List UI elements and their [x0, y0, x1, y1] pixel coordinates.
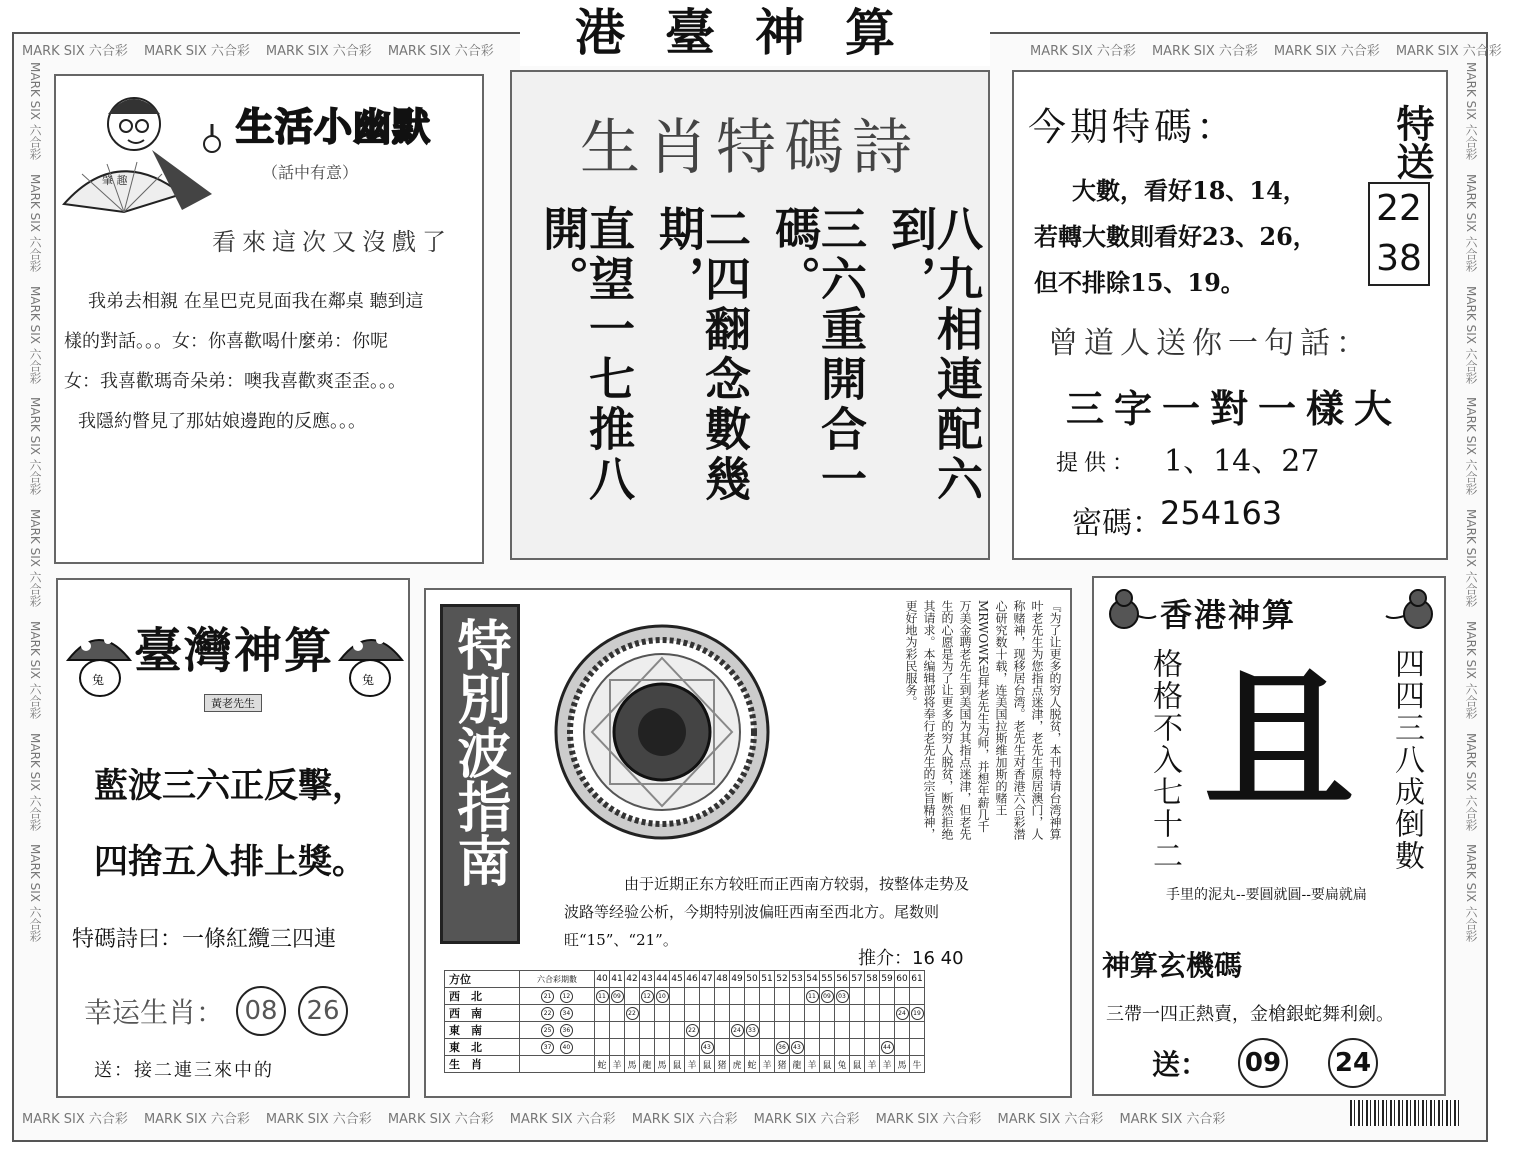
table-period: 49	[730, 971, 745, 988]
table-period: 55	[820, 971, 835, 988]
table-cell	[910, 988, 925, 1005]
table-cell	[805, 1022, 820, 1039]
table-cell	[595, 1039, 610, 1056]
bottom-border: MARK SIX 六合彩 MARK SIX 六合彩 MARK SIX 六合彩 MARK SIX 六合彩 MARK SIX 六合彩 MARK SIX 六合彩 MARK SIX 六合彩 MARK SIX 六合彩 MARK SIX 六合彩 MARK SIX 六合彩	[22, 1112, 1226, 1127]
table-row	[445, 988, 925, 1005]
poem-title: 生肖特碼詩	[580, 113, 920, 183]
table-cell: 09	[610, 988, 625, 1005]
table-period: 57	[850, 971, 865, 988]
table-row-dir: 生 肖	[445, 1056, 520, 1073]
table-cell	[820, 1039, 835, 1056]
table-cell: 36	[775, 1039, 790, 1056]
special-saying-label: 曾道人送你一句話：	[1048, 326, 1372, 361]
table-cell: 10	[655, 988, 670, 1005]
table-cell: 24	[730, 1022, 745, 1039]
table-cell	[850, 988, 865, 1005]
table-cell	[625, 988, 640, 1005]
table-cell	[595, 1022, 610, 1039]
taiwan-line-1: 藍波三六正反擊，	[94, 766, 366, 806]
table-cell	[865, 988, 880, 1005]
table-cell	[655, 1005, 670, 1022]
table-cell	[685, 1005, 700, 1022]
table-row-dir: 西 南	[445, 1005, 520, 1022]
table-row-nums: 21 12	[520, 988, 595, 1005]
table-cell: 43	[790, 1039, 805, 1056]
table-cell	[910, 1039, 925, 1056]
table-zodiac: 虎	[730, 1056, 745, 1073]
poem-column-4: 直望一七推八開。	[536, 205, 636, 505]
svg-text:兔: 兔	[92, 673, 105, 687]
right-border: MARK SIX 六合彩MARK SIX 六合彩MARK SIX 六合彩MARK SIX 六合彩MARK SIX 六合彩MARK SIX 六合彩MARK SIX 六合彩MARK SIX 六合彩	[1464, 62, 1478, 943]
humor-title: 生活小幽默	[236, 105, 432, 149]
poem-column-3: 二四翻念數幾期，	[652, 205, 752, 505]
taiwan-stamp: 黃老先生	[204, 694, 262, 712]
hk-left-vertical: 格格不入七十二	[1147, 648, 1182, 872]
table-period: 50	[745, 971, 760, 988]
table-zodiac: 龍	[790, 1056, 805, 1073]
table-cell	[625, 1022, 640, 1039]
table-cell	[745, 1005, 760, 1022]
table-cell	[610, 1039, 625, 1056]
table-cell	[700, 1022, 715, 1039]
table-cell	[835, 1005, 850, 1022]
table-zodiac: 羊	[805, 1056, 820, 1073]
hk-big-char: 且	[1204, 652, 1355, 828]
table-row-dir: 東 北	[445, 1039, 520, 1056]
table-zodiac: 猪	[715, 1056, 730, 1073]
table-zodiac: 牛	[910, 1056, 925, 1073]
taiwan-poem: 特碼詩曰：一條紅纜三四連	[72, 927, 337, 952]
svg-text:肇 趣: 肇 趣	[102, 174, 128, 187]
table-cell	[700, 988, 715, 1005]
table-cell	[640, 1039, 655, 1056]
hk-title: 香港神算	[1160, 596, 1297, 634]
table-cell	[835, 1039, 850, 1056]
table-cell: 12	[640, 988, 655, 1005]
special-code: 254163	[1160, 494, 1283, 532]
table-cell	[760, 1022, 775, 1039]
special-lines: 大數，看好18、14， 若轉大數則看好23、26， 但不排除15、19。	[1034, 176, 1317, 297]
hk-mystery-label: 神算玄機碼	[1102, 949, 1243, 982]
hk-send-ball-2: 24	[1328, 1038, 1378, 1088]
table-cell	[835, 1022, 850, 1039]
table-cell	[895, 1022, 910, 1039]
special-heading: 今期特碼：	[1028, 105, 1239, 149]
poem-columns	[536, 205, 984, 555]
poem-column-1: 八九相連配六到，	[884, 205, 984, 505]
table-zodiac: 鼠	[850, 1056, 865, 1073]
table-cell: 24	[895, 1005, 910, 1022]
table-cell	[820, 1005, 835, 1022]
table-zodiac: 鼠	[820, 1056, 835, 1073]
table-cell	[850, 1022, 865, 1039]
table-cell: 09	[820, 988, 835, 1005]
table-period: 54	[805, 971, 820, 988]
table-cell	[745, 988, 760, 1005]
table-period: 45	[670, 971, 685, 988]
table-period: 51	[760, 971, 775, 988]
table-cell	[880, 1022, 895, 1039]
table-cell: 44	[880, 1039, 895, 1056]
table-period: 60	[895, 971, 910, 988]
wave-analysis: 由于近期正东方较旺而正西南方较弱，按整体走势及 波路等经验公析，今期特别波偏旺西南至西北方。尾数则 旺“15”、“21”。	[564, 875, 970, 949]
table-cell	[790, 1005, 805, 1022]
poem-column-2: 三六重開合一碼。	[768, 205, 868, 505]
table-cell	[670, 1022, 685, 1039]
table-zodiac: 馬	[655, 1056, 670, 1073]
table-period: 42	[625, 971, 640, 988]
table-cell: 11	[805, 988, 820, 1005]
table-zodiac: 蛇	[595, 1056, 610, 1073]
table-zodiac: 羊	[865, 1056, 880, 1073]
table-cell	[655, 1039, 670, 1056]
table-cell	[640, 1022, 655, 1039]
table-cell	[805, 1005, 820, 1022]
compass-wheel	[552, 622, 772, 842]
table-cell	[625, 1039, 640, 1056]
table-row-nums: 37 40	[520, 1039, 595, 1056]
table-row	[445, 1022, 925, 1039]
table-zodiac: 馬	[895, 1056, 910, 1073]
table-cell	[715, 988, 730, 1005]
table-cell	[805, 1039, 820, 1056]
table-cell: 33	[745, 1022, 760, 1039]
table-cell	[655, 1022, 670, 1039]
gourd-icon-right	[1384, 586, 1440, 630]
lucky-ball-1: 08	[236, 986, 286, 1036]
hk-right-vertical: 四四三八成倒數	[1389, 648, 1424, 872]
wave-article: 『为了让更多的穷人脱贫，本刊特请台湾神算叶老先生为您指点迷津，老先生原居澳门，人称赌神，现移居台湾。老先生对香港六合彩潜心研究数十载，连美国拉斯维加斯的赌王MRWOWK也拜老先生为师，并想年薪几千万美金聘老先生到美国为其指点迷津，但老先生的心愿是为了让更多的穷人脱贫，断然拒绝其请求。本编辑部将奉行老先生的宗旨精神，更好地为彩民服务。	[904, 600, 1062, 840]
table-period: 46	[685, 971, 700, 988]
lucky-ball-2: 26	[298, 986, 348, 1036]
table-cell	[760, 1005, 775, 1022]
table-cell	[880, 1005, 895, 1022]
wave-title-banner	[440, 604, 520, 944]
table-cell	[850, 1005, 865, 1022]
table-row-nums: 22 34	[520, 1005, 595, 1022]
taiwan-title: 臺灣神算	[134, 623, 335, 679]
wave-recommend: 推介：16 40	[858, 948, 964, 969]
table-header-row	[445, 971, 925, 988]
table-cell	[685, 1039, 700, 1056]
gourd-icon-left	[1102, 586, 1158, 630]
table-row-dir: 西 北	[445, 988, 520, 1005]
table-zodiac: 鼠	[700, 1056, 715, 1073]
table-cell	[670, 1039, 685, 1056]
humor-body: 我弟去相親 在星巴克見面我在鄰桌 聽到這 樣的對話。。。女：你喜歡喝什麼弟：你呢 女：我喜歡瑪奇朵弟：噢我喜歡爽歪歪。。。 我隱約瞥見了那姑娘邊跑的反應。。。	[64, 291, 424, 432]
table-zodiac: 鼠	[670, 1056, 685, 1073]
mushroom-icon-left	[64, 620, 134, 700]
table-zodiac: 羊	[760, 1056, 775, 1073]
table-period: 47	[700, 971, 715, 988]
special-provide-label: 提供：	[1056, 451, 1141, 476]
table-cell	[790, 1022, 805, 1039]
table-cell: 22	[685, 1022, 700, 1039]
table-zodiac: 馬	[625, 1056, 640, 1073]
table-zodiac: 兔	[835, 1056, 850, 1073]
table-cell	[595, 1005, 610, 1022]
table-cell	[760, 988, 775, 1005]
table-cell	[670, 1005, 685, 1022]
table-cell	[670, 988, 685, 1005]
mushroom-icon-right	[336, 620, 406, 700]
table-cell	[610, 1005, 625, 1022]
special-send-label: 特送	[1390, 104, 1435, 180]
table-cell	[640, 1005, 655, 1022]
table-cell: 22	[625, 1005, 640, 1022]
hk-mystery-line: 三帶一四正熱賣，金槍銀蛇舞利劍。	[1106, 1004, 1394, 1025]
table-cell	[730, 988, 745, 1005]
table-cell	[730, 1039, 745, 1056]
table-period: 56	[835, 971, 850, 988]
table-row-nums: 25 36	[520, 1022, 595, 1039]
special-code-label: 密碼：	[1072, 506, 1162, 541]
taiwan-send: 送：接二連三來中的	[94, 1060, 274, 1081]
table-cell	[745, 1039, 760, 1056]
taiwan-lucky: 幸运生肖： 08 26	[84, 986, 348, 1036]
table-row	[445, 1039, 925, 1056]
table-cell	[895, 1039, 910, 1056]
table-period: 61	[910, 971, 925, 988]
taiwan-line-2: 四捨五入排上獎。	[94, 842, 366, 882]
table-cell: 43	[700, 1039, 715, 1056]
special-provide-numbers: 1、14、27	[1164, 444, 1320, 479]
table-period: 48	[715, 971, 730, 988]
table-cell	[895, 988, 910, 1005]
table-cell	[865, 1005, 880, 1022]
hk-caption: 手里的泥丸--要圓就圓--要扁就扁	[1166, 887, 1367, 903]
table-period: 59	[880, 971, 895, 988]
table-cell	[880, 988, 895, 1005]
table-period: 43	[640, 971, 655, 988]
table-cell	[790, 988, 805, 1005]
table-cell	[775, 1005, 790, 1022]
table-period: 52	[775, 971, 790, 988]
humor-subtitle: （話中有意）	[262, 163, 359, 182]
table-cell	[610, 1022, 625, 1039]
table-period: 41	[610, 971, 625, 988]
table-zodiac: 龍	[640, 1056, 655, 1073]
table-cell	[910, 1022, 925, 1039]
table-header-dir: 方位	[445, 971, 520, 988]
barcode	[1350, 1100, 1460, 1126]
table-cell	[820, 1022, 835, 1039]
wave-title: 特別波指南	[449, 617, 512, 887]
table-cell: 19	[910, 1005, 925, 1022]
special-saying: 三字一對一樣大	[1066, 386, 1403, 431]
left-border: MARK SIX 六合彩MARK SIX 六合彩MARK SIX 六合彩MARK SIX 六合彩MARK SIX 六合彩MARK SIX 六合彩MARK SIX 六合彩MARK SIX 六合彩	[28, 62, 42, 943]
top-border-left: MARK SIX 六合彩 MARK SIX 六合彩 MARK SIX 六合彩 MARK SIX 六合彩	[22, 44, 494, 59]
top-border-right: MARK SIX 六合彩 MARK SIX 六合彩 MARK SIX 六合彩 MARK SIX 六合彩	[1030, 44, 1502, 59]
table-zodiac: 羊	[610, 1056, 625, 1073]
old-man-illustration	[62, 84, 232, 214]
table-cell: 03	[835, 988, 850, 1005]
hk-send-ball-1: 09	[1238, 1038, 1288, 1088]
special-send-numbers: 22 38	[1368, 182, 1430, 286]
table-cell	[865, 1039, 880, 1056]
table-cell	[685, 988, 700, 1005]
table-cell	[775, 988, 790, 1005]
table-cell	[850, 1039, 865, 1056]
page-title: 港臺神算	[520, 0, 990, 66]
hk-send: 送： 09 24	[1152, 1038, 1378, 1088]
table-cell	[715, 1022, 730, 1039]
table-cell	[760, 1039, 775, 1056]
table-cell: 11	[595, 988, 610, 1005]
table-period: 40	[595, 971, 610, 988]
table-zodiac: 猪	[775, 1056, 790, 1073]
svg-text:兔: 兔	[362, 673, 375, 687]
table-cell	[730, 1005, 745, 1022]
table-zodiac: 羊	[880, 1056, 895, 1073]
table-row-zodiac	[445, 1056, 925, 1073]
table-period: 44	[655, 971, 670, 988]
table-zodiac: 羊	[685, 1056, 700, 1073]
table-header-mid: 六合彩期數	[520, 971, 595, 988]
table-cell	[865, 1022, 880, 1039]
humor-headline: 看來這次又沒戲了	[212, 228, 452, 256]
wave-table	[444, 970, 925, 1073]
table-period: 53	[790, 971, 805, 988]
table-cell	[715, 1005, 730, 1022]
table-row	[445, 1005, 925, 1022]
table-period: 58	[865, 971, 880, 988]
table-cell	[775, 1022, 790, 1039]
table-cell	[700, 1005, 715, 1022]
table-cell	[715, 1039, 730, 1056]
table-zodiac: 蛇	[745, 1056, 760, 1073]
table-row-dir: 東 南	[445, 1022, 520, 1039]
